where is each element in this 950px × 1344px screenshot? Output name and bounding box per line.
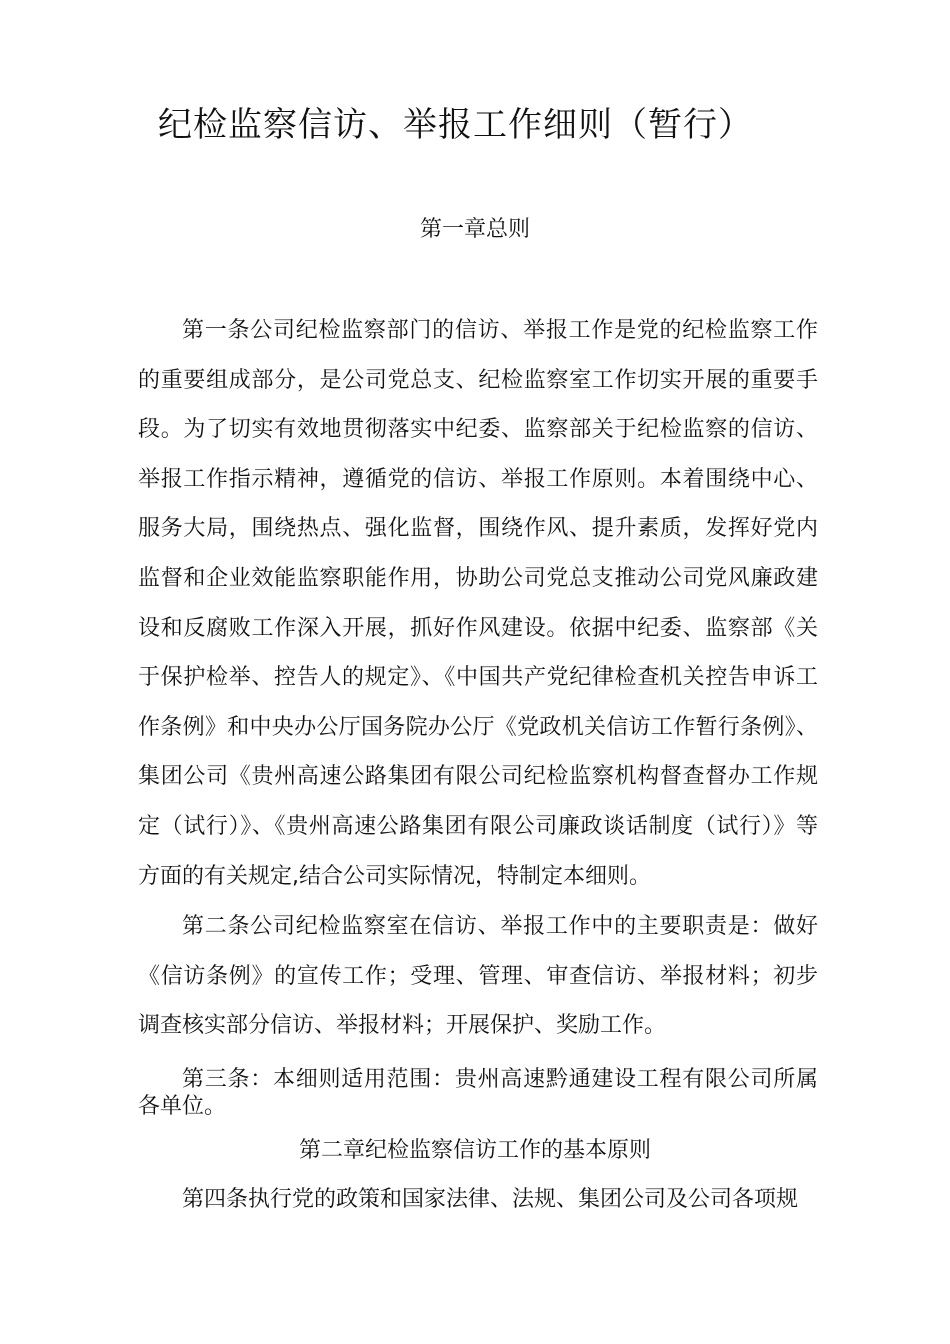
chapter-2-heading: 第二章纪检监察信访工作的基本原则 xyxy=(298,1138,651,1163)
document-title: 纪检监察信访、举报工作细则（暂行） xyxy=(158,105,753,145)
article-4-paragraph: 第四条执行党的政策和国家法律、法规、集团公司及公司各项规 xyxy=(182,1187,799,1212)
chapter-1-heading: 第一章总则 xyxy=(419,217,530,242)
article-1-paragraph: 第一条公司纪检监察部门的信访、举报工作是党的纪检监察工作的重要组成部分，是公司党总支、纪检监察室工作切实开展的重要手段。为了切实有效地贯彻落实中纪委、监察部关于纪检监察的信访、举报工作指示精神，遵循党的信访、举报工作原则。本着围绕中心、服务大局，围绕热点、强化监督，围绕作风、提升素质，发挥好党内监督和企业效能监察职能作用，协助公司党总支推动公司党风廉政建设和反腐败工作深入开展，抓好作风建设。依据中纪委、监察部《关于保护检举、控告人的规定》、《中国共产党纪律检查机关控告申诉工作条例》和中央办公厅国务院办公厅《党政机关信访工作暂行条例》、集团公司《贵州高速公路集团有限公司纪检监察机构督查督办工作规定（试行）》、《贵州高速公路集团有限公司廉政谈话制度（试行）》等方面的有关规定,结合公司实际情况，特制定本细则。 xyxy=(138,318,818,889)
article-3-paragraph: 第三条：本细则适用范围：贵州高速黔通建设工程有限公司所属各单位。 xyxy=(138,1067,818,1119)
article-2-paragraph: 第二条公司纪检监察室在信访、举报工作中的主要职责是：做好《信访条例》的宣传工作；受理、管理、审查信访、举报材料；初步调查核实部分信访、举报材料；开展保护、奖励工作。 xyxy=(138,914,818,1039)
